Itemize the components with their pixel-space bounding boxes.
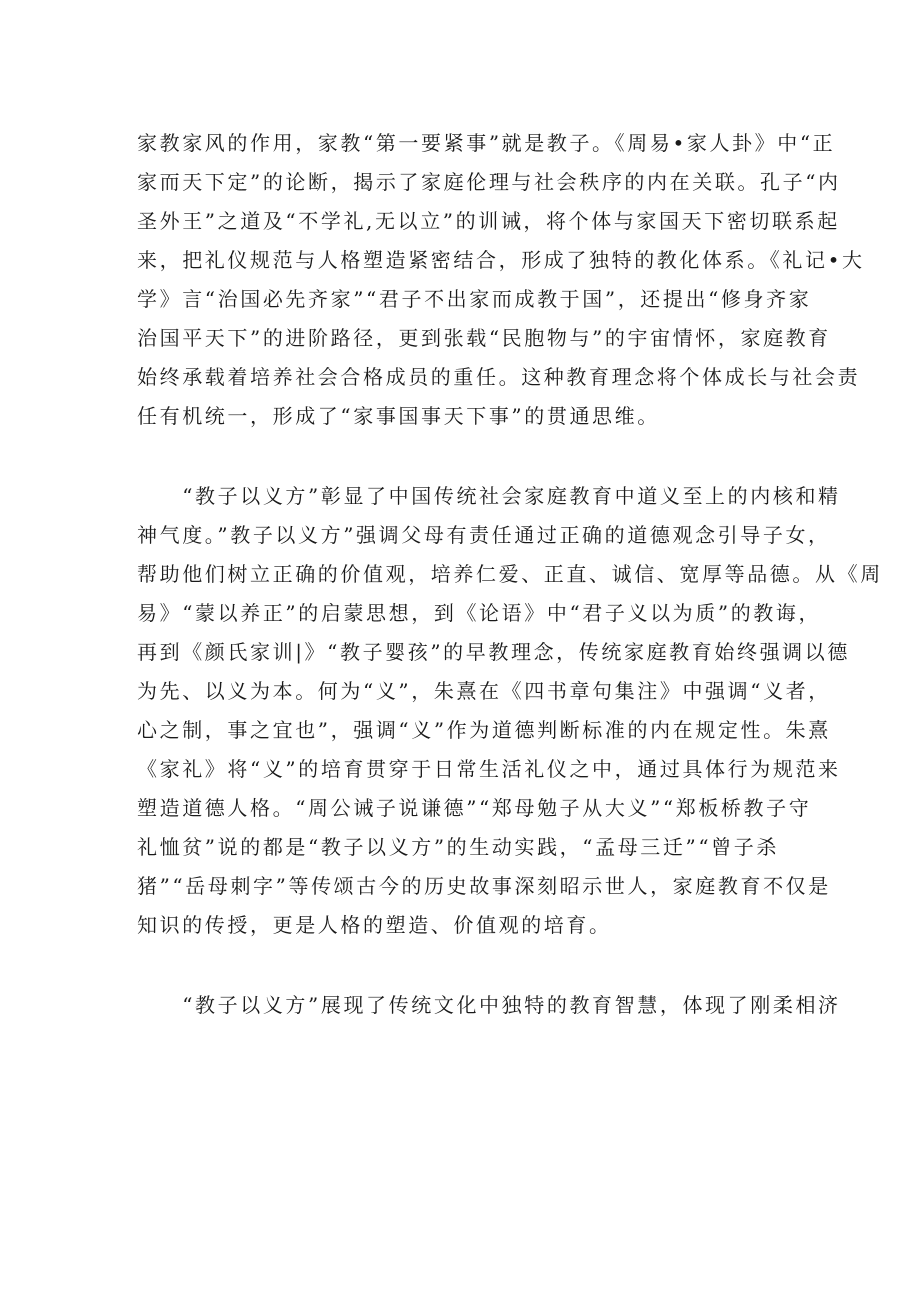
text-line: 神气度。”教子以义方”强调父母有责任通过正确的道德观念引导子女， xyxy=(137,523,831,547)
text-line: “教子以义方”彰显了中国传统社会家庭教育中道义至上的内核和精 xyxy=(137,484,841,508)
text-line: 任有机统一，形成了“家事国事天下事”的贯通思维。 xyxy=(137,404,660,428)
text-line: 心之制，事之宜也”，强调“义”作为道德判断标准的内在规定性。朱熹 xyxy=(137,718,831,742)
paragraph-3 xyxy=(137,986,841,1025)
text-line: 猪”“岳母刺字”等传颂古今的历史故事深刻昭示世人，家庭教育不仅是 xyxy=(137,874,831,898)
text-line: 《家礼》将“义”的培育贯穿于日常生活礼仪之中，通过具体行为规范来 xyxy=(137,757,841,781)
text-line: 易》“蒙以养正”的启蒙思想，到《论语》中“君子义以为质”的教诲， xyxy=(137,601,822,625)
text-line: 圣外王”之道及“不学礼,无以立”的训诫，将个体与家国天下密切联系起 xyxy=(137,209,840,233)
text-line: 来，把礼仪规范与人格塑造紧密结合，形成了独特的教化体系。《礼记•大 xyxy=(137,248,865,272)
text-line: 治国平天下”的进阶路径，更到张载“民胞物与”的宇宙情怀，家庭教育 xyxy=(137,326,831,350)
paragraph-spacer xyxy=(137,945,797,986)
text-line: “教子以义方”展现了传统文化中独特的教育智慧，体现了刚柔相济 xyxy=(137,993,841,1017)
text-line: 知识的传授，更是人格的塑造、价值观的培育。 xyxy=(137,913,612,937)
text-line: 始终承载着培养社会合格成员的重任。这种教育理念将个体成长与社会责 xyxy=(137,365,861,389)
text-line: 礼恤贫”说的都是“教子以义方”的生动实践，“孟母三迁”“曾子杀 xyxy=(137,835,779,859)
document-body xyxy=(137,124,883,1025)
text-line: 学》言“治国必先齐家”“君子不出家而成教于国”，还提出“修身齐家 xyxy=(137,287,812,311)
paragraph-2 xyxy=(137,477,883,945)
text-line: 家而天下定”的论断，揭示了家庭伦理与社会秩序的内在关联。孔子“内 xyxy=(137,170,841,194)
paragraph-spacer xyxy=(137,436,797,477)
text-line: 塑造道德人格。“周公诫子说谦德”“郑母勉子从大义”“郑板桥教子守 xyxy=(137,796,812,820)
text-line: 为先、以义为本。何为“义”，朱熹在《四书章句集注》中强调“义者， xyxy=(137,679,831,703)
text-line: 家教家风的作用，家教“第一要紧事”就是教子。《周易•家人卦》中“正 xyxy=(137,131,836,155)
text-line: 再到《颜氏家训|》“教子婴孩”的早教理念，传统家庭教育始终强调以德 xyxy=(137,640,850,664)
paragraph-1 xyxy=(137,124,865,436)
text-line: 帮助他们树立正确的价值观，培养仁爱、正直、诚信、宽厚等品德。从《周 xyxy=(137,562,883,586)
